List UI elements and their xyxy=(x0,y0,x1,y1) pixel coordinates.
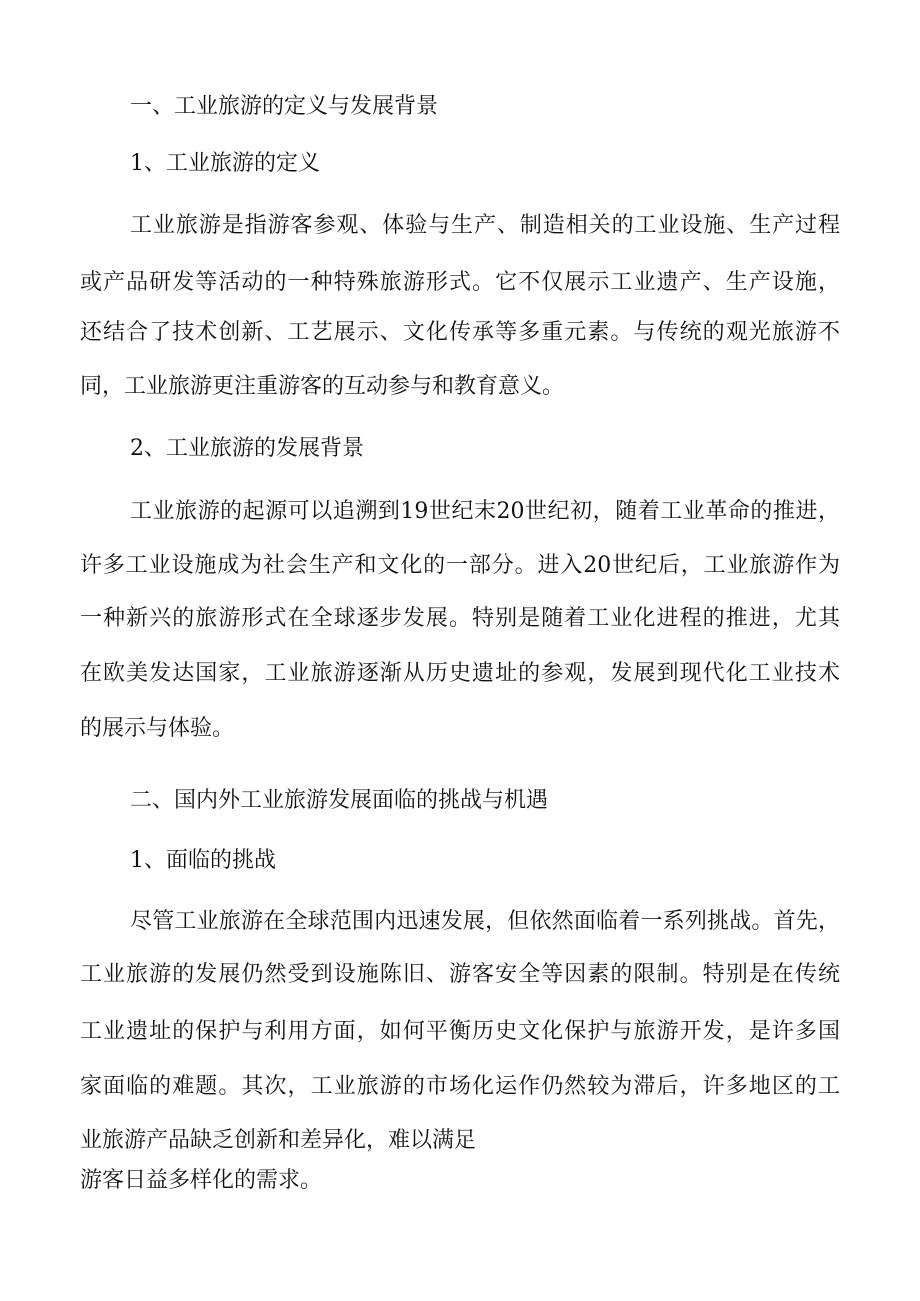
paragraph-line: 尽管工业旅游在全球范围内迅速发展，但依然面临着一系列挑战。首先， xyxy=(130,909,840,934)
paragraph-line: 工业旅游的发展仍然受到设施陈旧、游客安全等因素的限制。特别是在传统 xyxy=(80,962,840,987)
paragraph-line: 还结合了技术创新、工艺展示、文化传承等多重元素。与传统的观光旅游不 xyxy=(80,320,840,345)
paragraph-line: 的展示与体验。 xyxy=(80,716,235,741)
paragraph-line: 一种新兴的旅游形式在全球逐步发展。特别是随着工业化进程的推进，尤其 xyxy=(80,606,840,631)
paragraph-line: 工业旅游的起源可以追溯到19世纪末20世纪初，随着工业革命的推进， xyxy=(130,499,840,524)
subsection-heading-2-1: 1、面临的挑战 xyxy=(130,848,276,873)
paragraph-line: 在欧美发达国家，工业旅游逐渐从历史遗址的参观，发展到现代化工业技术 xyxy=(80,661,840,686)
paragraph-line: 同，工业旅游更注重游客的互动参与和教育意义。 xyxy=(80,374,565,399)
paragraph-line: 家面临的难题。其次，工业旅游的市场化运作仍然较为滞后，许多地区的工 xyxy=(80,1074,840,1099)
paragraph-line: 工业遗址的保护与利用方面，如何平衡历史文化保护与旅游开发，是许多国 xyxy=(80,1019,840,1044)
subsection-heading-1-1: 1、工业旅游的定义 xyxy=(130,151,320,176)
paragraph-line: 许多工业设施成为社会生产和文化的一部分。进入20世纪后，工业旅游作为 xyxy=(80,553,840,578)
paragraph-line: 或产品研发等活动的一种特殊旅游形式。它不仅展示工业遗产、生产设施， xyxy=(80,270,840,295)
section-heading-1: 一、工业旅游的定义与发展背景 xyxy=(130,94,439,119)
paragraph-line: 游客日益多样化的需求。 xyxy=(80,1168,323,1193)
section-heading-2: 二、国内外工业旅游发展面临的挑战与机遇 xyxy=(130,788,549,813)
paragraph-line: 业旅游产品缺乏创新和差异化，难以满足 xyxy=(80,1128,477,1153)
paragraph-line: 工业旅游是指游客参观、体验与生产、制造相关的工业设施、生产过程 xyxy=(130,213,840,238)
subsection-heading-1-2: 2、工业旅游的发展背景 xyxy=(130,436,364,461)
